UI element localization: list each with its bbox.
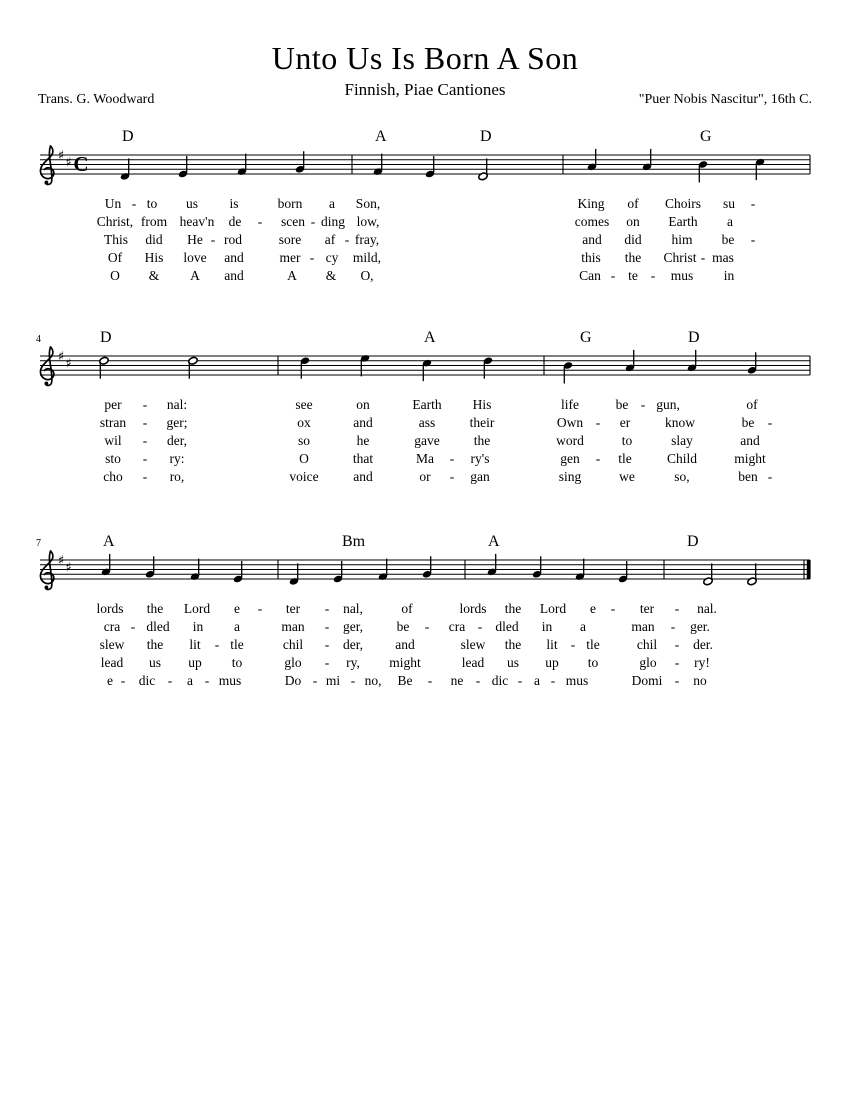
lyric-syllable: cho bbox=[103, 469, 123, 484]
lyric-syllable: no, bbox=[364, 673, 382, 688]
lyric-syllable: to bbox=[621, 433, 633, 448]
lyric-syllable: in bbox=[192, 619, 204, 634]
lyric-syllable: glo bbox=[284, 655, 302, 670]
lyric-syllable: ry's bbox=[470, 451, 490, 466]
lyric-syllable: ry! bbox=[694, 655, 710, 670]
lyric-syllable: and bbox=[224, 268, 244, 283]
lyric-dash: - bbox=[257, 601, 263, 616]
lyric-syllable: ding bbox=[320, 214, 346, 229]
lyric-syllable: O, bbox=[360, 268, 374, 283]
lyric-dash: - bbox=[257, 214, 263, 229]
lyric-syllable: slew bbox=[99, 637, 125, 652]
lyric-syllable: voice bbox=[289, 469, 319, 484]
lyric-syllable: and bbox=[395, 637, 415, 652]
lyric-syllable: ger, bbox=[342, 619, 364, 634]
svg-text:♯: ♯ bbox=[57, 148, 65, 164]
lyric-syllable: word bbox=[556, 433, 584, 448]
lyric-syllable: a bbox=[329, 196, 335, 211]
lyric-syllable: ro, bbox=[169, 469, 185, 484]
lyric-syllable: mus bbox=[670, 268, 694, 283]
lyric-syllable: low, bbox=[356, 214, 380, 229]
lyric-dash: - bbox=[130, 619, 136, 634]
lyric-syllable: be bbox=[615, 397, 629, 412]
lyric-syllable: to bbox=[231, 655, 243, 670]
lyric-syllable: this bbox=[581, 250, 601, 265]
lyric-syllable: on bbox=[626, 214, 640, 229]
lyric-syllable: man bbox=[281, 619, 305, 634]
note-b4-q bbox=[698, 160, 708, 182]
lyric-dash: - bbox=[131, 196, 137, 211]
lyric-syllable: tle bbox=[586, 637, 600, 652]
lyric-dash: - bbox=[610, 601, 616, 616]
lyric-syllable: that bbox=[352, 451, 374, 466]
lyric-syllable: did bbox=[624, 232, 642, 247]
lyric-syllable: a bbox=[234, 619, 240, 634]
lyric-dash: - bbox=[310, 214, 316, 229]
lyric-syllable: did bbox=[145, 232, 163, 247]
lyric-syllable: Ma bbox=[416, 451, 434, 466]
lyric-dash: - bbox=[767, 415, 773, 430]
key-signature bbox=[58, 149, 72, 171]
lyric-dash: - bbox=[650, 268, 656, 283]
chord-symbol: D bbox=[687, 533, 699, 550]
lyric-syllable: sto bbox=[105, 451, 121, 466]
chord-symbol: D bbox=[122, 128, 134, 145]
lyric-syllable: a bbox=[534, 673, 540, 688]
lyric-syllable: A bbox=[190, 268, 200, 283]
lyric-dash: - bbox=[324, 601, 330, 616]
lyric-syllable: might bbox=[389, 655, 421, 670]
chord-symbol: G bbox=[700, 128, 712, 145]
lyric-dash: - bbox=[324, 619, 330, 634]
lyric-syllable: ox bbox=[297, 415, 311, 430]
lyric-syllable: up bbox=[545, 655, 559, 670]
lyric-syllable: gen bbox=[560, 451, 580, 466]
lyric-dash: - bbox=[312, 673, 318, 688]
lyric-syllable: see bbox=[295, 397, 313, 412]
lyric-syllable: & bbox=[148, 268, 160, 283]
lyric-dash: - bbox=[350, 673, 356, 688]
lyric-dash: - bbox=[475, 673, 481, 688]
lyric-dash: - bbox=[167, 673, 173, 688]
lyric-syllable: of bbox=[627, 196, 639, 211]
lyric-syllable: slay bbox=[671, 433, 693, 448]
lyric-syllable: mas bbox=[712, 250, 734, 265]
lyric-syllable: their bbox=[469, 415, 495, 430]
lyric-syllable: der, bbox=[342, 637, 364, 652]
chord-symbol: D bbox=[688, 329, 700, 346]
lyric-dash: - bbox=[674, 637, 680, 652]
lyric-syllable: be bbox=[741, 415, 755, 430]
lyric-syllable: rod bbox=[224, 232, 242, 247]
lyric-syllable: tle bbox=[230, 637, 244, 652]
lyric-dash: - bbox=[674, 655, 680, 670]
lyric-syllable: e bbox=[234, 601, 240, 616]
lyric-syllable: lead bbox=[461, 655, 485, 670]
lyric-syllable: on bbox=[356, 397, 370, 412]
lyric-syllable: sore bbox=[278, 232, 302, 247]
lyric-syllable: Child bbox=[666, 451, 698, 466]
lyric-syllable: to bbox=[146, 196, 158, 211]
lyric-dash: - bbox=[449, 469, 455, 484]
lyric-syllable: gun, bbox=[656, 397, 680, 412]
lyric-syllable: mer bbox=[279, 250, 301, 265]
lyric-syllable: slew bbox=[460, 637, 486, 652]
lyric-syllable: of bbox=[746, 397, 758, 412]
lyric-syllable: heav'n bbox=[179, 214, 215, 229]
lyric-syllable: us bbox=[185, 196, 199, 211]
source-credit: "Puer Nobis Nascitur", 16th C. bbox=[638, 92, 812, 107]
lyric-dash: - bbox=[142, 451, 148, 466]
lyric-syllable: and bbox=[353, 469, 373, 484]
lyric-syllable: dic bbox=[138, 673, 156, 688]
lyric-syllable: mus bbox=[565, 673, 589, 688]
lyric-syllable: the bbox=[146, 637, 164, 652]
lyric-syllable: mus bbox=[218, 673, 242, 688]
lyric-syllable: so bbox=[297, 433, 311, 448]
lyric-syllable: up bbox=[188, 655, 202, 670]
lyric-syllable: so, bbox=[674, 469, 690, 484]
lyric-dash: - bbox=[324, 655, 330, 670]
lyric-dash: - bbox=[344, 232, 350, 247]
chord-symbol: A bbox=[375, 128, 387, 145]
lyric-syllable: te bbox=[628, 268, 638, 283]
lyric-syllable: su bbox=[722, 196, 736, 211]
lyric-syllable: lit bbox=[546, 637, 558, 652]
lyric-syllable: and bbox=[582, 232, 602, 247]
lyric-dash: - bbox=[142, 469, 148, 484]
lyric-syllable: wil bbox=[104, 433, 122, 448]
lyric-syllable: lords bbox=[459, 601, 487, 616]
lyric-syllable: in bbox=[541, 619, 553, 634]
lyric-syllable: know bbox=[665, 415, 695, 430]
lyric-syllable: in bbox=[723, 268, 735, 283]
lyric-dash: - bbox=[674, 673, 680, 688]
lyric-dash: - bbox=[610, 268, 616, 283]
lyric-syllable: Own bbox=[556, 415, 584, 430]
final-barline-thick bbox=[807, 560, 811, 579]
lyric-syllable: dic bbox=[491, 673, 509, 688]
svg-text:♯: ♯ bbox=[65, 356, 72, 372]
lyric-syllable: the bbox=[624, 250, 642, 265]
svg-text:♯: ♯ bbox=[65, 560, 72, 576]
lyric-dash: - bbox=[120, 673, 126, 688]
lyric-syllable: nal, bbox=[343, 601, 363, 616]
lyric-dash: - bbox=[750, 232, 756, 247]
lyric-syllable: no bbox=[693, 673, 707, 688]
lyric-syllable: ben bbox=[738, 469, 758, 484]
lyric-syllable: chil bbox=[636, 637, 658, 652]
lyric-syllable: ger; bbox=[166, 415, 188, 430]
svg-text:♯: ♯ bbox=[65, 155, 72, 171]
lyric-syllable: ry: bbox=[169, 451, 185, 466]
lyric-syllable: per bbox=[104, 397, 122, 412]
lyric-syllable: he bbox=[356, 433, 370, 448]
lyric-syllable: the bbox=[473, 433, 491, 448]
lyric-syllable: Son, bbox=[355, 196, 381, 211]
lyric-syllable: and bbox=[740, 433, 760, 448]
svg-text:♯: ♯ bbox=[57, 553, 65, 569]
lyric-syllable: der. bbox=[693, 637, 713, 652]
lyric-dash: - bbox=[640, 397, 646, 412]
lyric-syllable: love bbox=[183, 250, 207, 265]
measure-number: 4 bbox=[36, 334, 41, 345]
lyric-syllable: This bbox=[103, 232, 129, 247]
lyric-syllable: e bbox=[107, 673, 113, 688]
lyric-syllable: the bbox=[504, 601, 522, 616]
lyric-syllable: Earth bbox=[412, 397, 442, 412]
lyric-dash: - bbox=[570, 637, 576, 652]
lyric-syllable: Lord bbox=[539, 601, 567, 616]
lyric-dash: - bbox=[595, 415, 601, 430]
chord-symbol: A bbox=[488, 533, 500, 550]
lyric-syllable: O bbox=[299, 451, 309, 466]
lyric-syllable: His bbox=[144, 250, 164, 265]
staff-lines bbox=[40, 155, 810, 174]
lyric-dash: - bbox=[449, 451, 455, 466]
lyric-dash: - bbox=[142, 433, 148, 448]
lyric-syllable: & bbox=[325, 268, 337, 283]
lyric-syllable: Be bbox=[397, 673, 413, 688]
lyric-syllable: mild, bbox=[352, 250, 382, 265]
lyric-syllable: ger. bbox=[690, 619, 710, 634]
lyric-syllable: dled bbox=[146, 619, 170, 634]
key-signature bbox=[58, 554, 72, 576]
lyric-dash: - bbox=[324, 637, 330, 652]
lyric-syllable: lit bbox=[189, 637, 201, 652]
lyric-syllable: lords bbox=[96, 601, 124, 616]
treble-clef-icon bbox=[40, 146, 53, 184]
lyric-syllable: born bbox=[277, 196, 303, 211]
lyric-syllable: ne bbox=[450, 673, 464, 688]
lyric-dash: - bbox=[767, 469, 773, 484]
lyric-syllable: comes bbox=[574, 214, 610, 229]
time-signature: C bbox=[73, 152, 89, 176]
lyric-syllable: lead bbox=[100, 655, 124, 670]
lyric-syllable: der, bbox=[166, 433, 188, 448]
lyric-dash: - bbox=[700, 250, 706, 265]
lyric-dash: - bbox=[142, 415, 148, 430]
key-signature bbox=[58, 350, 72, 372]
lyric-syllable: Christ, bbox=[96, 214, 134, 229]
lyric-syllable: mi bbox=[325, 673, 341, 688]
lyric-syllable: ter bbox=[285, 601, 301, 616]
lyric-syllable: man bbox=[631, 619, 655, 634]
lyric-dash: - bbox=[204, 673, 210, 688]
lyric-syllable: ter bbox=[639, 601, 655, 616]
lyric-syllable: de bbox=[228, 214, 242, 229]
lyric-syllable: a bbox=[580, 619, 586, 634]
page-subtitle: Finnish, Piae Cantiones bbox=[344, 80, 506, 99]
lyric-dash: - bbox=[142, 397, 148, 412]
lyric-syllable: O bbox=[110, 268, 120, 283]
lyric-syllable: stran bbox=[99, 415, 127, 430]
lyric-syllable: of bbox=[401, 601, 413, 616]
lyric-syllable: be bbox=[721, 232, 735, 247]
lyric-syllable: cy bbox=[325, 250, 339, 265]
chord-symbol: Bm bbox=[342, 533, 366, 550]
lyric-syllable: dled bbox=[495, 619, 519, 634]
measure-number: 7 bbox=[36, 538, 41, 549]
lyric-syllable: nal. bbox=[697, 601, 717, 616]
lyric-syllable: cra bbox=[448, 619, 466, 634]
chord-symbol: A bbox=[424, 329, 436, 346]
note-b4-q bbox=[563, 361, 573, 383]
lyric-syllable: a bbox=[727, 214, 733, 229]
lyric-dash: - bbox=[550, 673, 556, 688]
chord-symbol: D bbox=[100, 329, 112, 346]
lyric-syllable: and bbox=[353, 415, 373, 430]
lyric-syllable: Christ bbox=[663, 250, 697, 265]
lyric-syllable: He bbox=[187, 232, 203, 247]
lyric-syllable: scen bbox=[281, 214, 305, 229]
lyric-syllable: us bbox=[148, 655, 162, 670]
lyric-syllable: from bbox=[140, 214, 168, 229]
treble-clef-icon bbox=[40, 347, 53, 385]
lyric-syllable: nal: bbox=[166, 397, 188, 412]
lyric-syllable: might bbox=[734, 451, 766, 466]
page-title: Unto Us Is Born A Son bbox=[271, 40, 579, 76]
lyric-syllable: Choirs bbox=[664, 196, 702, 211]
lyric-dash: - bbox=[670, 619, 676, 634]
lyric-syllable: the bbox=[146, 601, 164, 616]
lyric-syllable: gave bbox=[414, 433, 440, 448]
lyric-syllable: King bbox=[577, 196, 605, 211]
lyric-syllable: tle bbox=[618, 451, 632, 466]
lyric-syllable: him bbox=[671, 232, 693, 247]
lyric-syllable: sing bbox=[558, 469, 582, 484]
lyric-dash: - bbox=[210, 232, 216, 247]
lyric-syllable: Earth bbox=[668, 214, 698, 229]
lyric-dash: - bbox=[750, 196, 756, 211]
lyric-syllable: and bbox=[224, 250, 244, 265]
lyric-syllable: Un bbox=[104, 196, 122, 211]
staff-system-3 bbox=[0, 515, 850, 625]
lyric-syllable: af bbox=[324, 232, 336, 247]
lyric-syllable: life bbox=[561, 397, 579, 412]
lyric-syllable: fray, bbox=[354, 232, 380, 247]
lyric-syllable: is bbox=[229, 196, 239, 211]
lyric-dash: - bbox=[595, 451, 601, 466]
svg-text:♯: ♯ bbox=[57, 349, 65, 365]
chord-symbol: D bbox=[480, 128, 492, 145]
lyric-syllable: e bbox=[590, 601, 596, 616]
treble-clef-icon bbox=[40, 551, 53, 589]
lyric-syllable: gan bbox=[470, 469, 490, 484]
lyric-dash: - bbox=[427, 673, 433, 688]
lyric-syllable: ass bbox=[418, 415, 436, 430]
lyric-syllable: us bbox=[506, 655, 520, 670]
lyric-dash: - bbox=[424, 619, 430, 634]
lyric-dash: - bbox=[477, 619, 483, 634]
lyric-dash: - bbox=[517, 673, 523, 688]
lyric-syllable: glo bbox=[639, 655, 657, 670]
lyric-dash: - bbox=[309, 250, 315, 265]
lyric-syllable: to bbox=[587, 655, 599, 670]
translator-credit: Trans. G. Woodward bbox=[38, 92, 155, 107]
lyric-syllable: Do bbox=[284, 673, 302, 688]
lyric-dash: - bbox=[214, 637, 220, 652]
lyric-syllable: be bbox=[396, 619, 410, 634]
lyric-dash: - bbox=[674, 601, 680, 616]
lyric-syllable: Of bbox=[107, 250, 123, 265]
lyric-syllable: Lord bbox=[183, 601, 211, 616]
lyric-syllable: cra bbox=[103, 619, 121, 634]
chord-symbol: G bbox=[580, 329, 592, 346]
lyric-syllable: Can bbox=[579, 268, 601, 283]
chord-symbol: A bbox=[103, 533, 115, 550]
lyric-syllable: or bbox=[419, 469, 431, 484]
lyric-syllable: chil bbox=[282, 637, 304, 652]
lyric-syllable: we bbox=[619, 469, 635, 484]
lyric-syllable: ry, bbox=[346, 655, 360, 670]
lyric-syllable: er bbox=[619, 415, 631, 430]
lyric-syllable: the bbox=[504, 637, 522, 652]
lyric-syllable: A bbox=[287, 268, 297, 283]
lyric-syllable: a bbox=[187, 673, 193, 688]
lyric-syllable: Domi bbox=[631, 673, 663, 688]
lyric-syllable: His bbox=[472, 397, 492, 412]
